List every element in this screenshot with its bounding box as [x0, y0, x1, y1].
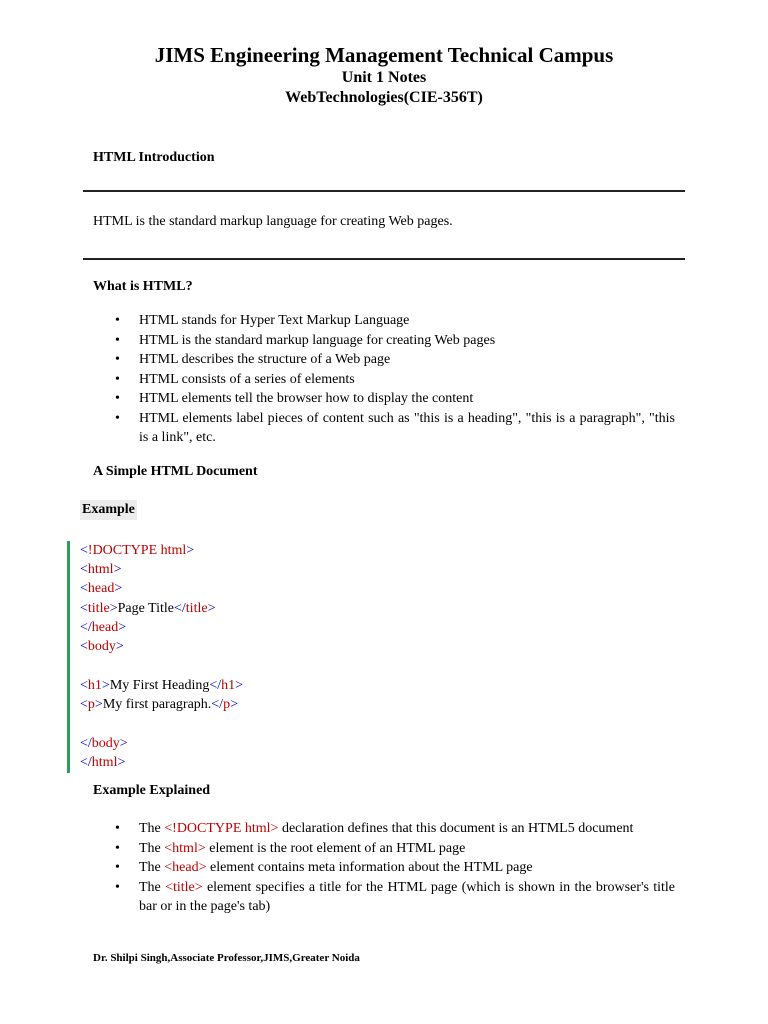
code-block-accent: [67, 541, 70, 773]
bullet-icon: •: [115, 860, 120, 875]
unit-subtitle: Unit 1 Notes: [341, 69, 427, 86]
bullet-icon: •: [115, 332, 120, 348]
bullet-icon: •: [115, 410, 120, 426]
explained-list: [93, 819, 675, 917]
code-line: </head>: [80, 620, 127, 635]
list-item: • The <!DOCTYPE html> declaration defines that this document is an HTML5 document: [93, 819, 675, 839]
code-line: <html>: [80, 562, 122, 577]
simple-heading: A Simple HTML Document: [93, 464, 258, 479]
code-line: <body>: [80, 639, 124, 654]
what-heading: What is HTML?: [93, 279, 193, 294]
intro-heading: HTML Introduction: [93, 150, 215, 165]
list-item: • The <head> element contains meta information about the HTML page: [93, 858, 675, 878]
intro-text: HTML is the standard markup language for creating Web pages.: [93, 214, 453, 229]
code-line: </html>: [80, 755, 126, 770]
what-list: [93, 311, 675, 448]
bullet-icon: •: [115, 371, 120, 387]
divider-bottom: [83, 258, 685, 260]
page-title: JIMS Engineering Management Technical Campus: [154, 43, 614, 67]
list-item: • HTML elements tell the browser how to display the content: [93, 389, 675, 409]
code-line: <title>Page Title</title>: [80, 601, 216, 616]
bullet-icon: •: [115, 840, 120, 856]
footer-author: Dr. Shilpi Singh,Associate Professor,JIMS,Greater Noida: [93, 952, 360, 964]
bullet-icon: •: [115, 391, 120, 406]
example-label: Example: [80, 500, 137, 520]
bullet-icon: •: [115, 313, 120, 328]
bullet-icon: •: [115, 352, 120, 367]
divider-top: [83, 190, 685, 192]
code-line: <!DOCTYPE html>: [80, 543, 195, 558]
list-item: • HTML stands for Hyper Text Markup Language: [93, 311, 675, 331]
list-item: • The <title> element specifies a title for the HTML page (which is shown in the browser's title bar or in the page's tab): [115, 879, 676, 914]
bullet-icon: •: [115, 879, 120, 895]
list-item: • HTML is the standard markup language for creating Web pages: [93, 331, 675, 351]
code-line: <head>: [80, 581, 123, 596]
bullet-icon: •: [115, 821, 120, 836]
code-line: <p>My first paragraph.</p>: [80, 697, 238, 712]
code-line: <h1>My First Heading</h1>: [80, 678, 244, 693]
course-code: WebTechnologies(CIE-356T): [285, 89, 483, 106]
explained-heading: Example Explained: [93, 783, 211, 798]
code-line: </body>: [80, 736, 128, 751]
list-item: • HTML consists of a series of elements: [93, 370, 675, 390]
list-item: • HTML describes the structure of a Web page: [93, 350, 675, 370]
list-item: • The <html> element is the root element of an HTML page: [93, 839, 675, 859]
list-item: • HTML elements label pieces of content such as "this is a heading", "this is a paragraph", "this is a link", etc.: [115, 410, 675, 445]
